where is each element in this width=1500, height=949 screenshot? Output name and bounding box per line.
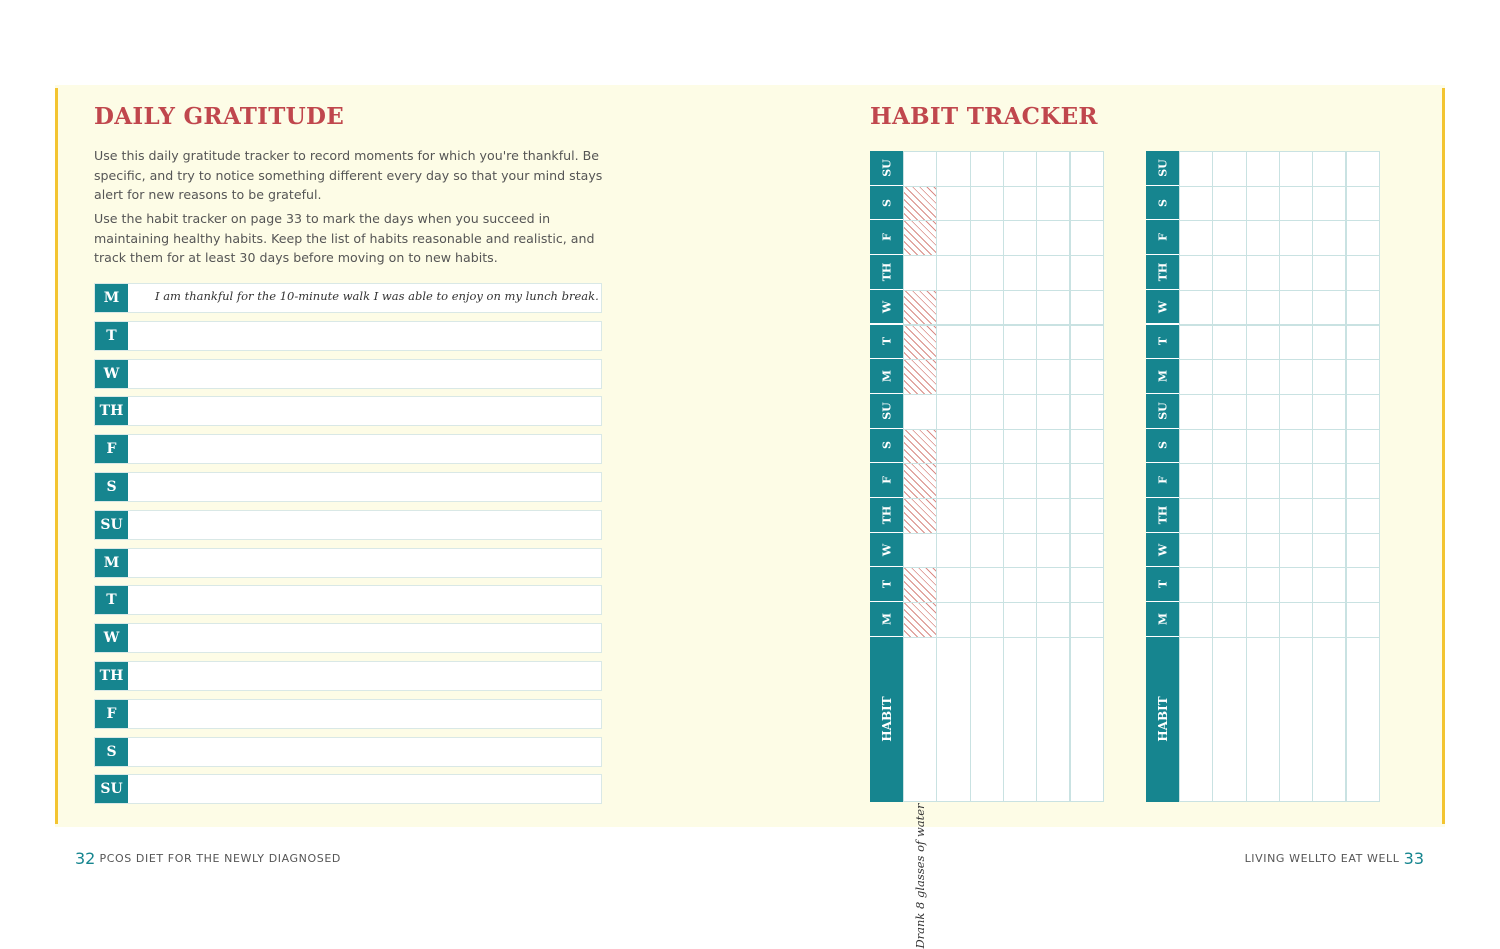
tracker-day-label [1146, 255, 1179, 289]
tracker-cell[interactable] [1346, 151, 1380, 187]
tracker-cell[interactable] [1346, 325, 1380, 361]
tracker-day-text: M [880, 612, 893, 626]
gratitude-row[interactable] [94, 434, 602, 464]
tracker-day-text: TH [880, 505, 893, 525]
tracker-day-text: F [1156, 233, 1169, 242]
tracker-cell[interactable] [936, 533, 970, 569]
gratitude-day-label: M [95, 549, 128, 577]
gratitude-day-label: TH [95, 662, 128, 690]
tracker-cell[interactable] [1346, 220, 1380, 256]
tracker-cell[interactable] [1312, 220, 1346, 256]
tracker-cell[interactable] [1279, 602, 1313, 638]
habit-name-cell[interactable] [1312, 637, 1346, 802]
habit-name-cell[interactable] [1179, 637, 1213, 802]
tracker-cell[interactable] [903, 255, 937, 291]
tracker-cell[interactable] [1346, 255, 1380, 291]
tracker-day-label [1146, 498, 1179, 532]
tracker-cell[interactable] [1279, 533, 1313, 569]
habit-tracker-grid-2 [1146, 151, 1379, 802]
tracker-day-label [1146, 220, 1179, 254]
habit-label-text: HABIT [1155, 696, 1170, 743]
tracker-cell[interactable] [970, 429, 1004, 465]
tracker-cell[interactable] [970, 394, 1004, 430]
tracker-cell[interactable] [936, 325, 970, 361]
habit-name-cell[interactable] [903, 637, 937, 802]
tracker-cell[interactable] [1246, 533, 1280, 569]
tracker-cell[interactable] [1246, 151, 1280, 187]
tracker-day-label [870, 602, 903, 636]
tracker-day-text: W [880, 300, 893, 313]
tracker-cell[interactable] [1179, 429, 1213, 465]
tracker-cell[interactable] [1179, 325, 1213, 361]
gratitude-row[interactable] [94, 737, 602, 767]
tracker-cell[interactable] [1179, 220, 1213, 256]
tracker-cell[interactable] [1179, 498, 1213, 534]
tracker-cell[interactable] [1346, 394, 1380, 430]
tracker-day-label [1146, 463, 1179, 497]
gratitude-day-label: SU [95, 511, 128, 539]
tracker-cell[interactable] [1246, 567, 1280, 603]
tracker-cell[interactable] [1036, 602, 1070, 638]
tracker-day-label [1146, 325, 1179, 359]
tracker-cell[interactable] [1179, 463, 1213, 499]
tracker-cell[interactable] [970, 186, 1004, 222]
tracker-day-text: W [880, 543, 893, 556]
tracker-day-label [870, 151, 903, 185]
tracker-day-text: TH [1156, 262, 1169, 282]
gratitude-entry[interactable]: I am thankful for the 10-minute walk I was able to enjoy on my lunch break. [155, 289, 599, 303]
tracker-cell[interactable] [1346, 567, 1380, 603]
tracker-cell[interactable] [1246, 602, 1280, 638]
tracker-cell[interactable] [970, 602, 1004, 638]
tracker-day-text: F [880, 476, 893, 485]
habit-column-label [1146, 637, 1179, 802]
tracker-cell[interactable] [970, 290, 1004, 326]
tracker-cell[interactable] [903, 533, 937, 569]
tracker-cell[interactable] [1212, 325, 1246, 361]
tracker-cell[interactable] [936, 290, 970, 326]
tracker-cell[interactable] [1036, 463, 1070, 499]
tracker-cell[interactable] [1279, 186, 1313, 222]
tracker-cell[interactable] [1070, 567, 1104, 603]
completed-day-mark [904, 430, 936, 464]
tracker-day-text: T [1156, 337, 1169, 346]
tracker-day-text: W [1156, 300, 1169, 313]
tracker-cell[interactable] [1312, 255, 1346, 291]
tracker-cell[interactable] [1212, 533, 1246, 569]
tracker-day-label [1146, 533, 1179, 567]
tracker-day-text: T [880, 337, 893, 346]
tracker-cell[interactable] [936, 151, 970, 187]
tracker-day-label [1146, 394, 1179, 428]
tracker-day-label [870, 220, 903, 254]
tracker-day-text: SU [880, 159, 893, 177]
tracker-cell[interactable] [936, 394, 970, 430]
tracker-cell[interactable] [1212, 567, 1246, 603]
tracker-cell[interactable] [936, 463, 970, 499]
tracker-day-label [870, 290, 903, 324]
tracker-day-text: W [1156, 543, 1169, 556]
tracker-cell[interactable] [936, 220, 970, 256]
habit-name-cell[interactable] [1212, 637, 1246, 802]
tracker-cell[interactable] [1070, 394, 1104, 430]
completed-day-mark [904, 326, 936, 360]
tracker-day-label [870, 567, 903, 601]
tracker-cell[interactable] [1279, 567, 1313, 603]
tracker-cell[interactable] [936, 359, 970, 395]
tracker-cell[interactable] [1003, 255, 1037, 291]
tracker-day-text: M [1156, 369, 1169, 383]
habit-name-cell[interactable] [1070, 637, 1104, 802]
completed-day-mark [904, 221, 936, 255]
gratitude-row[interactable] [94, 774, 602, 804]
tracker-cell[interactable] [1346, 359, 1380, 395]
tracker-cell[interactable] [1003, 220, 1037, 256]
tracker-cell[interactable] [1036, 325, 1070, 361]
intro-paragraph: Use this daily gratitude tracker to record moments for which you're thankful. Be specific, and try to notice something different every day so that your mind stays alert for new reasons to be grateful. [94, 148, 603, 202]
habit-label-text: HABIT [879, 696, 894, 743]
tracker-cell[interactable] [1003, 498, 1037, 534]
tracker-cell[interactable] [1070, 325, 1104, 361]
tracker-cell[interactable] [1003, 325, 1037, 361]
tracker-cell[interactable] [1003, 602, 1037, 638]
habit-entry[interactable]: Drank 8 glasses of water [913, 803, 927, 949]
habit-name-cell[interactable] [1346, 637, 1380, 802]
tracker-cell[interactable] [1212, 429, 1246, 465]
gratitude-day-label: S [95, 473, 128, 501]
tracker-cell[interactable] [1070, 255, 1104, 291]
tracker-day-text: F [1156, 476, 1169, 485]
tracker-cell[interactable] [1212, 255, 1246, 291]
tracker-cell[interactable] [970, 220, 1004, 256]
tracker-cell[interactable] [936, 567, 970, 603]
tracker-cell[interactable] [1346, 463, 1380, 499]
tracker-cell[interactable] [1279, 463, 1313, 499]
tracker-cell[interactable] [1036, 290, 1070, 326]
tracker-cell[interactable] [1279, 255, 1313, 291]
tracker-cell[interactable] [1246, 463, 1280, 499]
tracker-cell[interactable] [970, 359, 1004, 395]
gratitude-row[interactable] [94, 472, 602, 502]
completed-day-mark [904, 603, 936, 637]
habit-tracker-grid-1 [870, 151, 1103, 949]
gratitude-row[interactable] [94, 283, 602, 313]
tracker-cell[interactable] [936, 186, 970, 222]
tracker-day-text: TH [880, 262, 893, 282]
gratitude-day-label: S [95, 738, 128, 766]
tracker-day-label [870, 325, 903, 359]
tracker-cell[interactable] [1312, 533, 1346, 569]
tracker-day-text: T [1156, 580, 1169, 589]
habit-name-cell[interactable] [970, 637, 1004, 802]
tracker-day-label [1146, 186, 1179, 220]
tracker-cell[interactable] [1003, 290, 1037, 326]
tracker-cell[interactable] [1346, 602, 1380, 638]
tracker-cell[interactable] [1246, 220, 1280, 256]
tracker-day-label [870, 429, 903, 463]
gratitude-row[interactable] [94, 396, 602, 426]
gratitude-day-label: T [95, 322, 128, 350]
gratitude-day-label: M [95, 284, 128, 312]
tracker-cell[interactable] [1279, 151, 1313, 187]
tracker-cell[interactable] [1003, 359, 1037, 395]
completed-day-mark [904, 360, 936, 394]
instructions-paragraph: Use the habit tracker on page 33 to mark the days when you succeed in maintaining healthy habits. Keep the list of habits reasonable and realistic, and track them for at least 30 days before moving on to new habits. [94, 211, 595, 265]
gratitude-day-label: W [95, 624, 128, 652]
tracker-cell[interactable] [1179, 186, 1213, 222]
gratitude-day-label: T [95, 586, 128, 614]
tracker-cell[interactable] [1312, 463, 1346, 499]
tracker-cell[interactable] [1279, 290, 1313, 326]
tracker-day-label [1146, 359, 1179, 393]
tracker-cell[interactable] [1179, 394, 1213, 430]
tracker-cell[interactable] [1036, 533, 1070, 569]
tracker-cell[interactable] [1179, 359, 1213, 395]
tracker-cell[interactable] [1212, 290, 1246, 326]
tracker-day-label [870, 533, 903, 567]
tracker-cell[interactable] [936, 498, 970, 534]
tracker-cell[interactable] [1346, 498, 1380, 534]
tracker-day-text: SU [1156, 401, 1169, 420]
tracker-cell[interactable] [970, 567, 1004, 603]
tracker-cell[interactable] [1070, 602, 1104, 638]
tracker-cell[interactable] [903, 394, 937, 430]
tracker-cell[interactable] [1279, 394, 1313, 430]
tracker-cell[interactable] [1212, 602, 1246, 638]
tracker-day-label [1146, 602, 1179, 636]
tracker-cell[interactable] [970, 463, 1004, 499]
tracker-cell[interactable] [1003, 567, 1037, 603]
tracker-cell[interactable] [1212, 394, 1246, 430]
gratitude-row[interactable] [94, 548, 602, 578]
tracker-cell[interactable] [1179, 151, 1213, 187]
tracker-cell[interactable] [1346, 533, 1380, 569]
tracker-cell[interactable] [1003, 394, 1037, 430]
tracker-cell[interactable] [1036, 359, 1070, 395]
tracker-cell[interactable] [1036, 429, 1070, 465]
completed-day-mark [904, 291, 936, 325]
tracker-cell[interactable] [970, 325, 1004, 361]
tracker-cell[interactable] [1246, 325, 1280, 361]
tracker-day-text: SU [880, 401, 893, 420]
tracker-cell[interactable] [1246, 498, 1280, 534]
right-page-edge [1442, 88, 1445, 824]
tracker-day-text: SU [1156, 159, 1169, 177]
gratitude-day-label: TH [95, 397, 128, 425]
gratitude-day-label: SU [95, 775, 128, 803]
tracker-cell[interactable] [970, 255, 1004, 291]
tracker-cell[interactable] [1346, 186, 1380, 222]
tracker-day-label [870, 359, 903, 393]
tracker-cell[interactable] [1003, 186, 1037, 222]
tracker-cell[interactable] [1246, 429, 1280, 465]
completed-day-mark [904, 464, 936, 498]
tracker-cell[interactable] [1279, 359, 1313, 395]
tracker-cell[interactable] [1179, 567, 1213, 603]
tracker-cell[interactable] [1003, 463, 1037, 499]
tracker-cell[interactable] [1279, 325, 1313, 361]
tracker-cell[interactable] [1036, 394, 1070, 430]
completed-day-mark [904, 187, 936, 221]
tracker-cell[interactable] [1070, 463, 1104, 499]
book-title: PCOS DIET FOR THE NEWLY DIAGNOSED [99, 852, 341, 865]
gratitude-row[interactable] [94, 623, 602, 653]
tracker-day-label [1146, 429, 1179, 463]
tracker-cell[interactable] [1279, 220, 1313, 256]
tracker-cell[interactable] [903, 151, 937, 187]
tracker-cell[interactable] [1246, 359, 1280, 395]
tracker-cell[interactable] [936, 429, 970, 465]
tracker-day-text: M [1156, 612, 1169, 626]
tracker-day-label [870, 394, 903, 428]
tracker-cell[interactable] [1346, 290, 1380, 326]
tracker-day-label [870, 463, 903, 497]
tracker-day-text: S [880, 198, 893, 207]
habit-name-cell[interactable] [936, 637, 970, 802]
tracker-day-label [870, 186, 903, 220]
gratitude-row[interactable] [94, 661, 602, 691]
tracker-cell[interactable] [1212, 220, 1246, 256]
tracker-cell[interactable] [1036, 498, 1070, 534]
tracker-cell[interactable] [1212, 498, 1246, 534]
gratitude-row[interactable] [94, 321, 602, 351]
tracker-cell[interactable] [1246, 186, 1280, 222]
gratitude-row[interactable] [94, 699, 602, 729]
tracker-cell[interactable] [1279, 498, 1313, 534]
tracker-cell[interactable] [1070, 533, 1104, 569]
habit-column-label [870, 637, 903, 802]
tracker-cell[interactable] [970, 151, 1004, 187]
tracker-cell[interactable] [970, 533, 1004, 569]
tracker-day-text: S [1156, 441, 1169, 450]
habit-name-cell[interactable] [1279, 637, 1313, 802]
gratitude-row[interactable] [94, 510, 602, 540]
tracker-cell[interactable] [1312, 186, 1346, 222]
completed-day-mark [904, 499, 936, 533]
habit-tracker-title: HABIT TRACKER [870, 103, 1098, 130]
tracker-cell[interactable] [1246, 290, 1280, 326]
tracker-day-label [1146, 290, 1179, 324]
habit-name-cell[interactable] [1003, 637, 1037, 802]
left-page-edge [55, 88, 58, 824]
tracker-cell[interactable] [1246, 394, 1280, 430]
tracker-cell[interactable] [970, 498, 1004, 534]
section-title: LIVING WELLTO EAT WELL [1244, 852, 1400, 865]
page-number-left: 32 [75, 849, 96, 868]
tracker-day-label [870, 498, 903, 532]
tracker-cell[interactable] [1312, 394, 1346, 430]
tracker-cell[interactable] [1036, 567, 1070, 603]
tracker-day-label [1146, 151, 1179, 185]
tracker-cell[interactable] [1036, 255, 1070, 291]
footer-right [1245, 849, 1424, 868]
tracker-cell[interactable] [1312, 429, 1346, 465]
page-number-right: 33 [1403, 849, 1424, 868]
tracker-cell[interactable] [1070, 151, 1104, 187]
habit-name-cell[interactable] [1036, 637, 1070, 802]
tracker-cell[interactable] [1212, 151, 1246, 187]
tracker-cell[interactable] [1212, 463, 1246, 499]
tracker-cell[interactable] [1036, 151, 1070, 187]
tracker-cell[interactable] [1346, 429, 1380, 465]
tracker-day-text: S [1156, 198, 1169, 207]
tracker-cell[interactable] [1246, 255, 1280, 291]
tracker-cell[interactable] [1070, 290, 1104, 326]
tracker-cell[interactable] [936, 255, 970, 291]
gratitude-row[interactable] [94, 585, 602, 615]
tracker-cell[interactable] [1070, 220, 1104, 256]
tracker-cell[interactable] [1212, 359, 1246, 395]
tracker-cell[interactable] [1312, 359, 1346, 395]
tracker-cell[interactable] [1179, 255, 1213, 291]
gratitude-day-label: F [95, 435, 128, 463]
tracker-cell[interactable] [1279, 429, 1313, 465]
tracker-cell[interactable] [1312, 325, 1346, 361]
tracker-day-text: T [880, 580, 893, 589]
tracker-day-label [870, 255, 903, 289]
tracker-cell[interactable] [1312, 498, 1346, 534]
tracker-day-text: M [880, 369, 893, 383]
tracker-day-label [1146, 567, 1179, 601]
tracker-cell[interactable] [1312, 151, 1346, 187]
completed-day-mark [904, 568, 936, 602]
tracker-cell[interactable] [1003, 151, 1037, 187]
gratitude-day-label: F [95, 700, 128, 728]
gratitude-row[interactable] [94, 359, 602, 389]
tracker-cell[interactable] [1179, 602, 1213, 638]
tracker-day-text: F [880, 233, 893, 242]
gratitude-day-label: W [95, 360, 128, 388]
tracker-cell[interactable] [1070, 498, 1104, 534]
habit-name-cell[interactable] [1246, 637, 1280, 802]
tracker-day-text: S [880, 441, 893, 450]
tracker-cell[interactable] [1036, 186, 1070, 222]
tracker-cell[interactable] [1179, 290, 1213, 326]
footer-left [75, 849, 341, 868]
tracker-cell[interactable] [1036, 220, 1070, 256]
tracker-day-text: TH [1156, 505, 1169, 525]
tracker-cell[interactable] [1070, 186, 1104, 222]
tracker-cell[interactable] [1003, 429, 1037, 465]
tracker-cell[interactable] [1179, 533, 1213, 569]
tracker-cell[interactable] [1003, 533, 1037, 569]
tracker-cell[interactable] [1212, 186, 1246, 222]
tracker-cell[interactable] [936, 602, 970, 638]
tracker-cell[interactable] [1070, 359, 1104, 395]
tracker-cell[interactable] [1312, 290, 1346, 326]
tracker-cell[interactable] [1312, 602, 1346, 638]
daily-gratitude-title: DAILY GRATITUDE [94, 103, 345, 130]
tracker-cell[interactable] [1070, 429, 1104, 465]
tracker-cell[interactable] [1312, 567, 1346, 603]
